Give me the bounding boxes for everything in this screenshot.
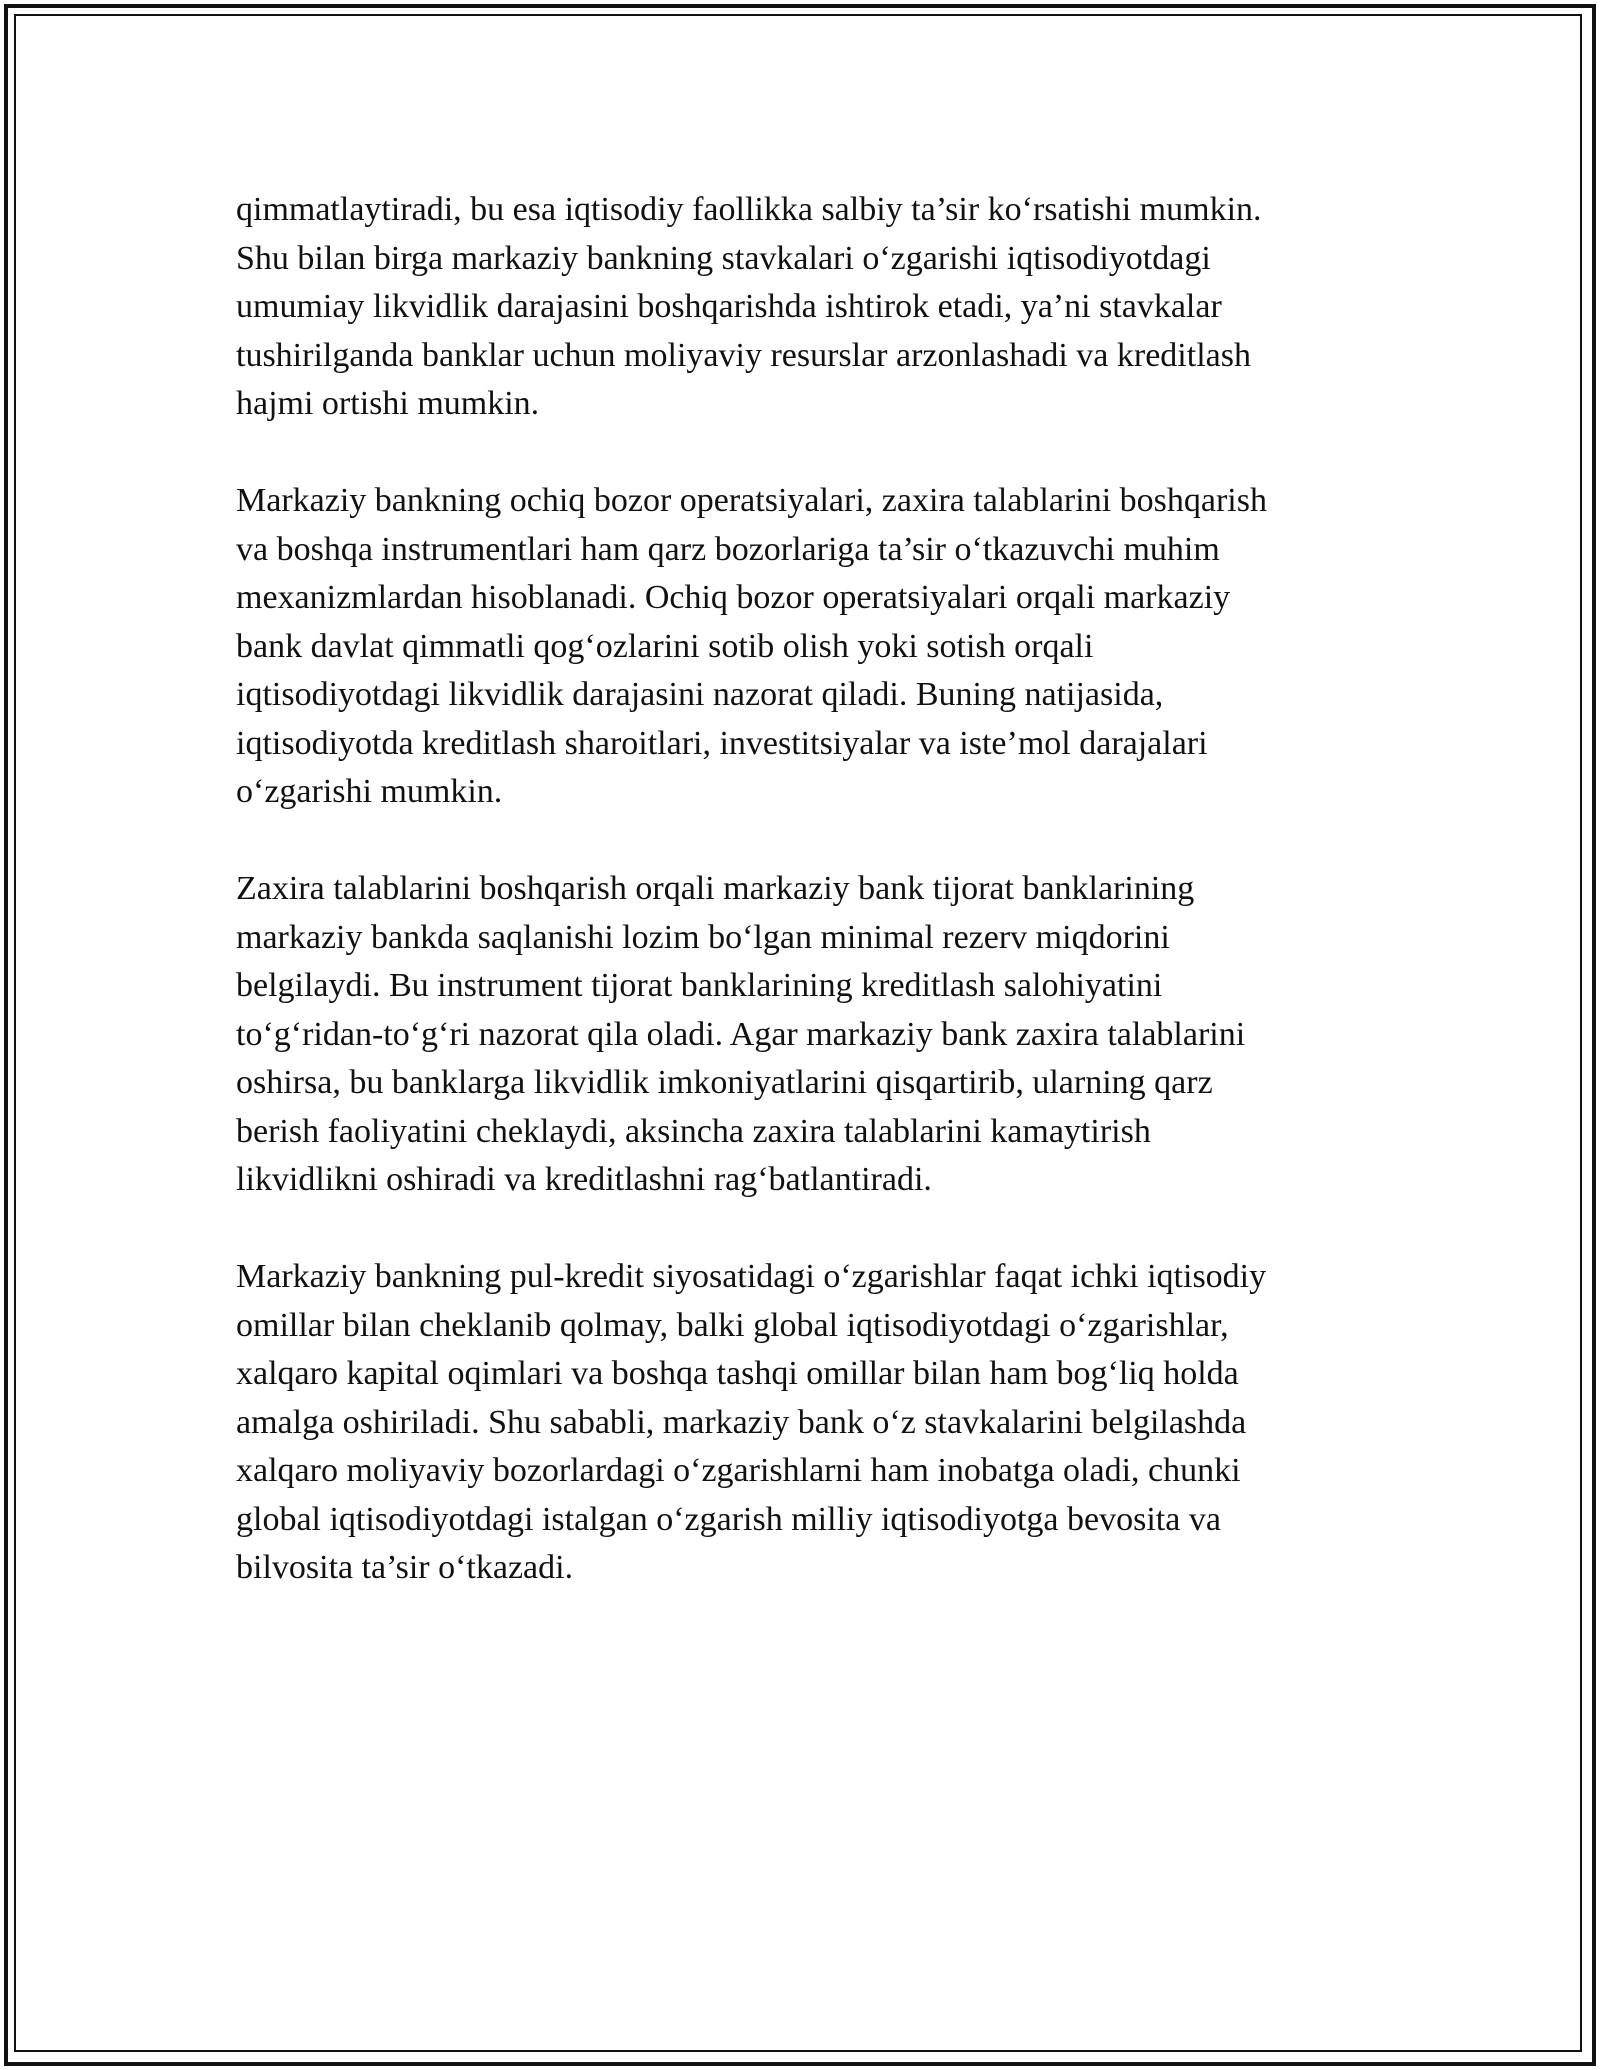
paragraph-3: Zaxira talablarini boshqarish orqali markaziy bank tijorat banklarining markaziy bankda saqlanishi lozim bo‘lgan minimal rezerv miqdorini belgilaydi. Bu instrument tijorat banklarining kreditlash salohiyatini to‘g‘ridan-to‘g‘ri nazorat qila oladi. Agar markaziy bank zaxira talablarini oshirsa, bu banklarga likvidlik imkoniyatlarini qisqartirib, ularning qarz berish faoliyatini cheklaydi, aksincha zaxira talablarini kamaytirish likvidlikni oshiradi va kreditlashni rag‘batlantiradi. [236, 870, 1246, 1198]
document-body [236, 186, 1360, 1641]
paragraph-1: qimmatlaytiradi, bu esa iqtisodiy faollikka salbiy ta’sir ko‘rsatishi mumkin. Shu bilan birga markaziy bankning stavkalari o‘zgarishi iqtisodiyotdagi umumiay likvidlik darajasini boshqarishda ishtirok etadi, ya’ni stavkalar tushirilganda banklar uchun moliyaviy resurslar arzonlashadi va kreditlash hajmi ortishi mumkin. [236, 191, 1262, 422]
paragraph-2: Markaziy bankning ochiq bozor operatsiyalari, zaxira talablarini boshqarish va boshqa instrumentlari ham qarz bozorlariga ta’sir o‘tkazuvchi muhim mexanizmlardan hisoblanadi. Ochiq bozor operatsiyalari orqali markaziy bank davlat qimmatli qog‘ozlarini sotib olish yoki sotish orqali iqtisodiyotdagi likvidlik darajasini nazorat qiladi. Buning natijasida, iqtisodiyotda kreditlash sharoitlari, investitsiyalar va iste’mol darajalari o‘zgarishi mumkin. [236, 482, 1267, 810]
paragraph-4: Markaziy bankning pul-kredit siyosatidagi o‘zgarishlar faqat ichki iqtisodiy omillar bilan cheklanib qolmay, balki global iqtisodiyotdagi o‘zgarishlar, xalqaro kapital oqimlari va boshqa tashqi omillar bilan ham bog‘liq holda amalga oshiriladi. Shu sababli, markaziy bank o‘z stavkalarini belgilashda xalqaro moliyaviy bozorlardagi o‘zgarishlarni ham inobatga oladi, chunki global iqtisodiyotdagi istalgan o‘zgarish milliy iqtisodiyotga bevosita va bilvosita ta’sir o‘tkazadi. [236, 1258, 1267, 1586]
